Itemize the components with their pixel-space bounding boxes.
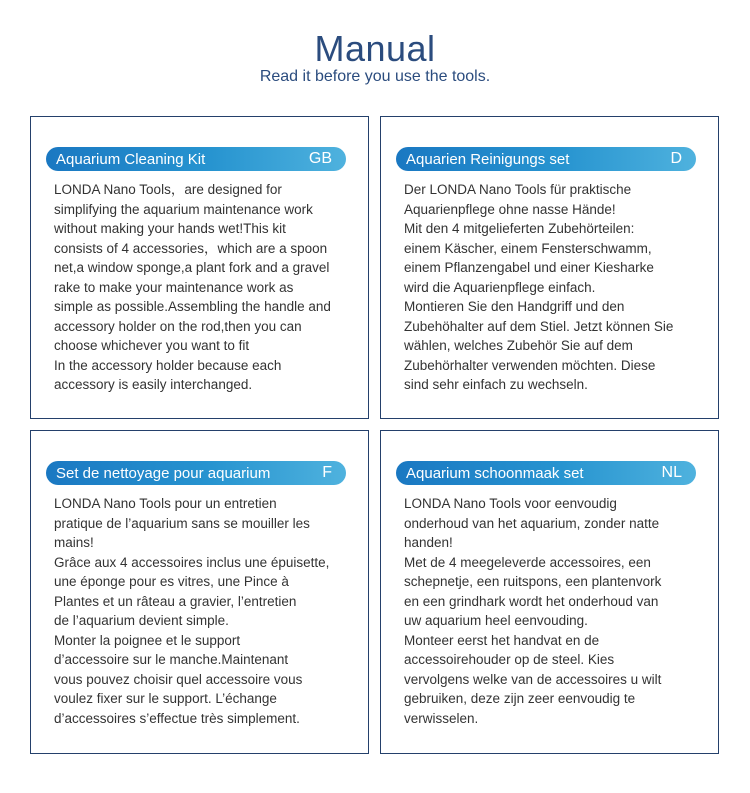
- section-heading-bar: [46, 461, 346, 485]
- language-code: NL: [661, 464, 682, 481]
- page-title: Manual: [314, 28, 436, 69]
- section-card-d: [380, 116, 719, 419]
- language-code: GB: [308, 150, 332, 167]
- page-subtitle: Read it before you use the tools.: [259, 68, 491, 85]
- section-card-gb: [30, 116, 369, 419]
- language-code: D: [670, 150, 682, 167]
- language-code: F: [322, 464, 332, 481]
- section-text: LONDA Nano Tools，are designed for simplifying the aquarium maintenance work without making your hands wet!This kit consists of 4 accessories，which are a spoon net,a window sponge,a plant fork and a gravel rake to make your maintenance work as simple as possible.Assembling the handle and accessory holder on the rod,then you can choose whichever you want to fit In the accessory holder because each accessory is easily interchanged.: [54, 182, 331, 392]
- section-text: LONDA Nano Tools voor eenvoudig onderhoud van het aquarium, zonder natte handen! Met de 4 meegeleverde accessoires, een schepnetje, een ruitspons, een plantenvork en een grindhark wordt het onderhoud van uw aquarium heel eenvouding. Monteer eerst het handvat en de accessoirehouder op de steel. Kies vervolgens welke van de accessoires u wilt gebruiken, deze zijn zeer eenvoudig te verwisselen.: [404, 496, 662, 726]
- section-heading: Aquarium schoonmaak set: [406, 464, 584, 482]
- section-heading-bar: [46, 147, 346, 171]
- section-heading: Set de nettoyage pour aquarium: [56, 464, 271, 482]
- section-card-nl: [380, 430, 719, 754]
- section-heading-bar: [396, 461, 696, 485]
- section-card-f: [30, 430, 369, 754]
- section-text: Der LONDA Nano Tools für praktische Aquarienpflege ohne nasse Hände! Mit den 4 mitgelieferten Zubehörteilen: einem Käscher, einem Fensterschwamm, einem Pflanzengabel und einer Kiesharke wird die Aquarienpflege einfach. Montieren Sie den Handgriff und den Zubehöhalter auf dem Stiel. Jetzt können Sie wählen, welches Zubehör Sie auf dem Zubehörhalter verwenden möchten. Diese sind sehr einfach zu wechseln.: [404, 182, 674, 392]
- section-heading: Aquarium Cleaning Kit: [56, 150, 206, 168]
- section-heading-bar: [396, 147, 696, 171]
- section-heading: Aquarien Reinigungs set: [406, 150, 570, 168]
- section-text: LONDA Nano Tools pour un entretien pratique de l’aquarium sans se mouiller les mains! Grâce aux 4 accessoires inclus une épuisette, une éponge pour es vitres, une Pince à Plantes et un râteau a gravier, l’entretien de l’aquarium devient simple. Monter la poignee et le support d’accessoire sur le manche.Maintenant vous pouvez choisir quel accessoire vous voulez fixer sur le support. L’échange d’accessoires s’effectue très simplement.: [54, 496, 330, 726]
